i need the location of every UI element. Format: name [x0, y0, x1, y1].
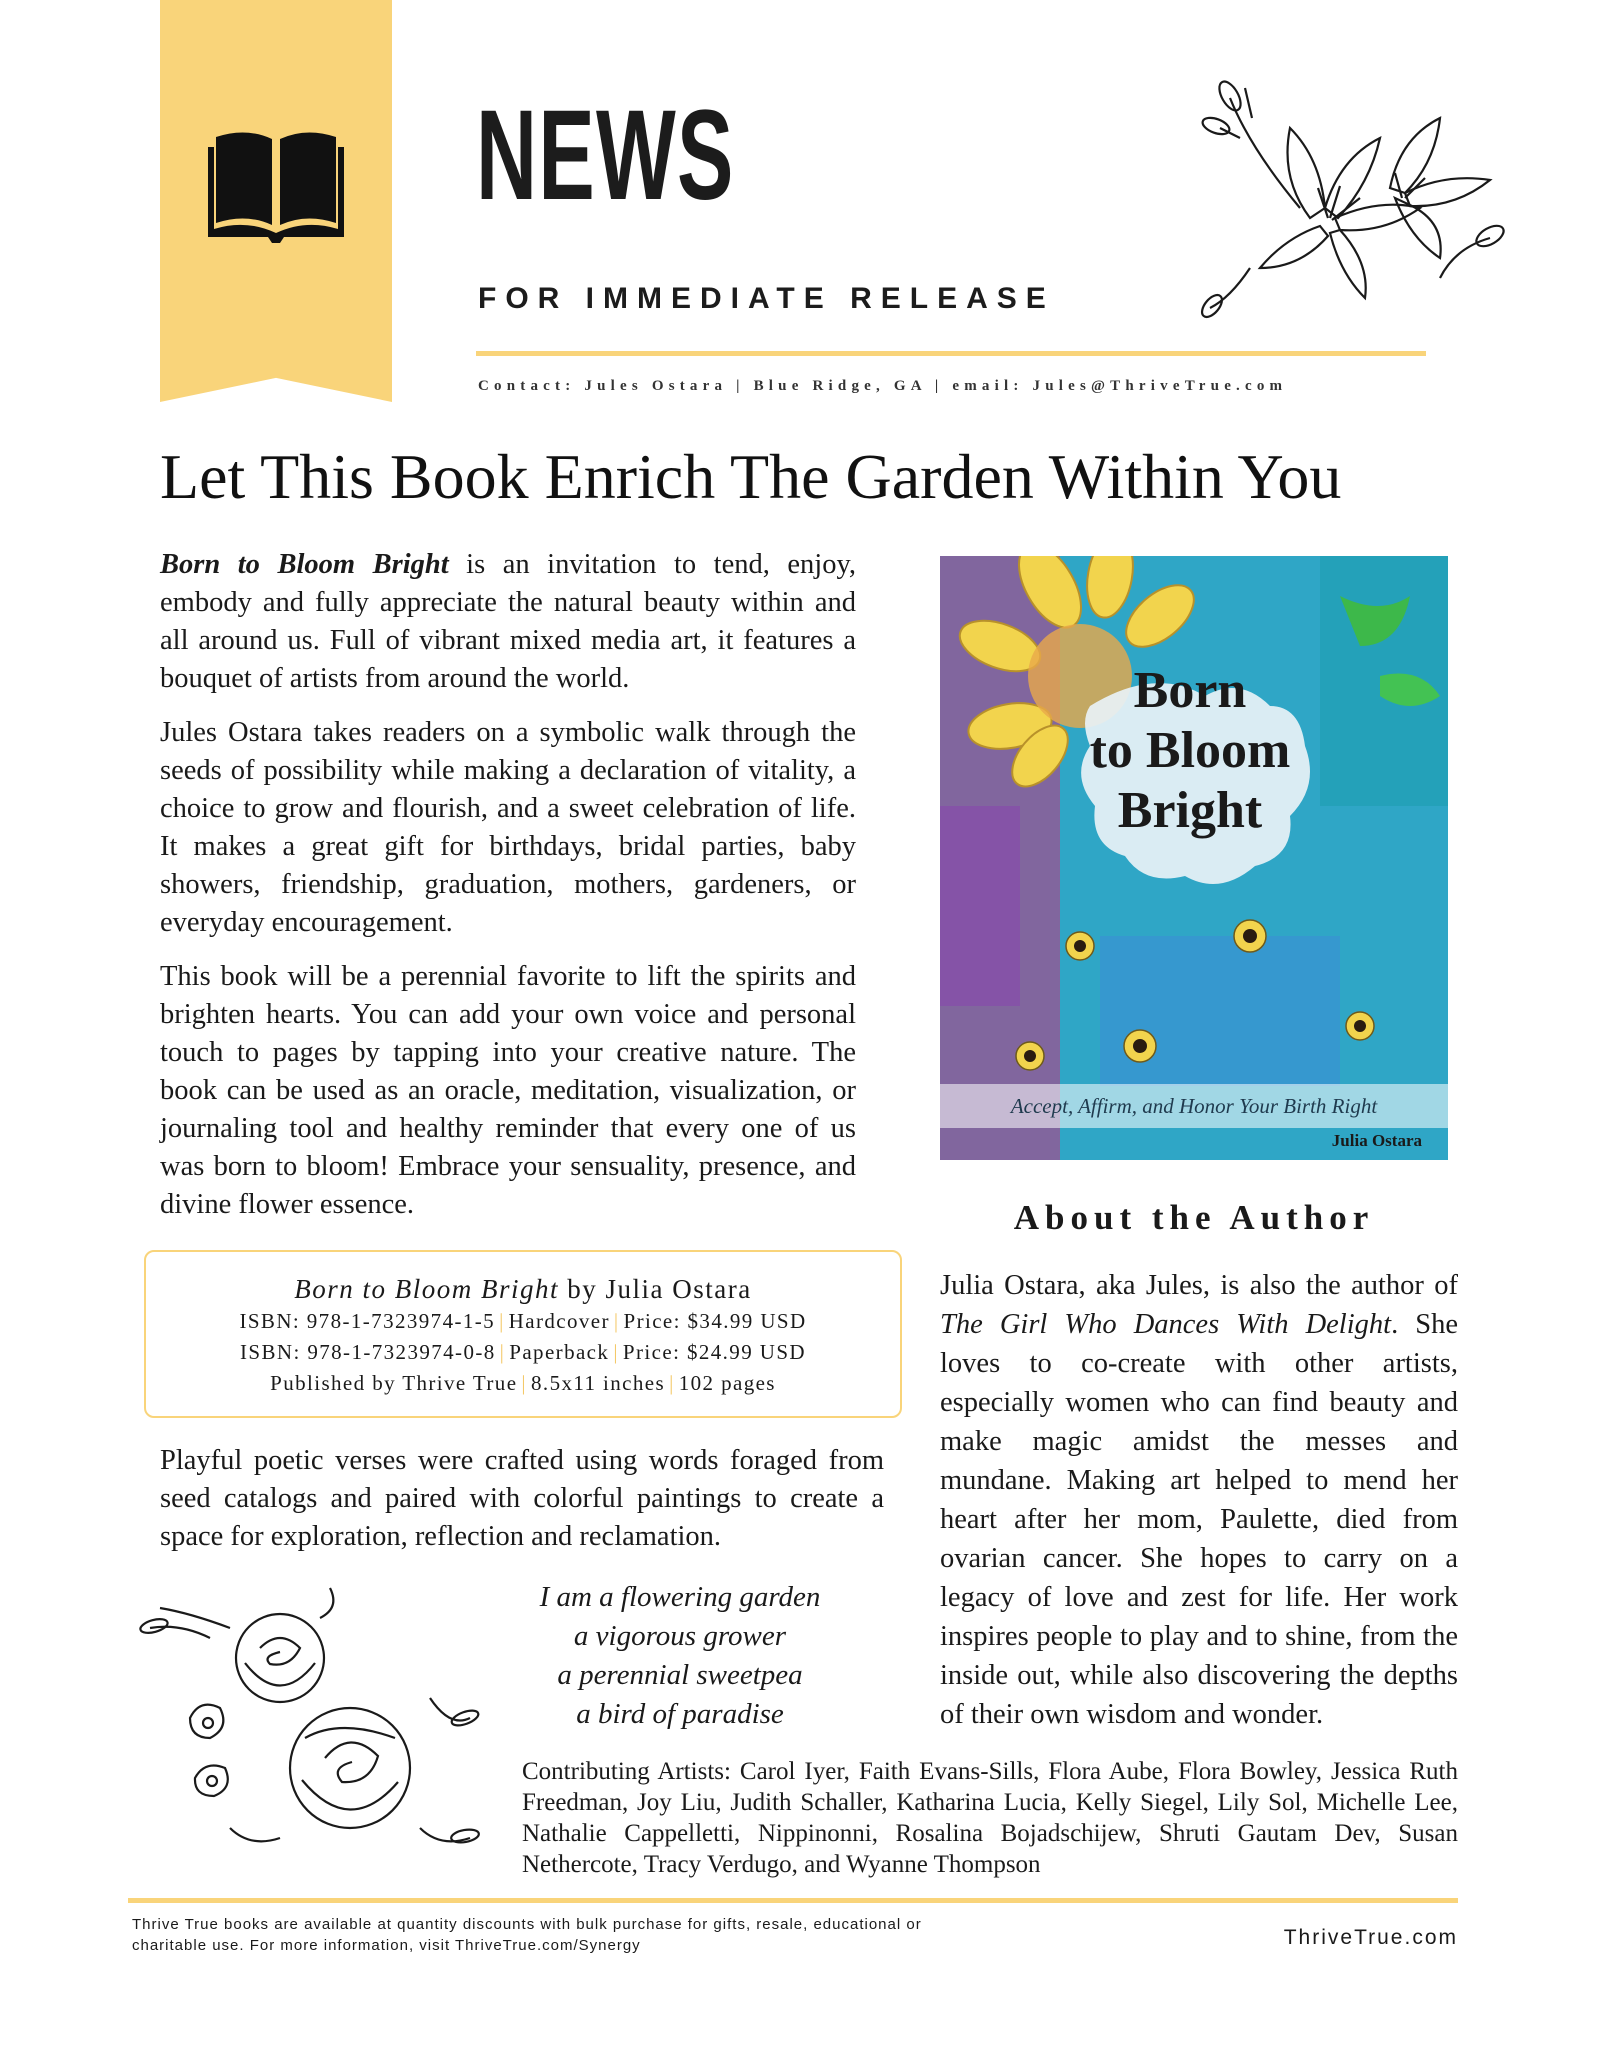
news-title: NEWS [476, 84, 735, 227]
cover-title-line: Bright [1117, 782, 1263, 839]
header-divider [476, 351, 1426, 356]
footer-divider [128, 1898, 1458, 1903]
other-book-title: The Girl Who Dances With Delight [940, 1309, 1392, 1340]
info-author: by Julia Ostara [559, 1274, 752, 1304]
poem-line: a bird of paradise [576, 1698, 784, 1730]
intro-column [160, 546, 856, 1240]
footer-note: Thrive True books are available at quantity discounts with bulk purchase for gifts, resale, educational or charitable use. For more information, visit ThriveTrue.com/Synergy [132, 1916, 922, 1954]
separator: | [499, 1340, 506, 1364]
cover-tagline: Accept, Affirm, and Honor Your Birth Right [940, 1084, 1448, 1128]
footer-website-link[interactable]: ThriveTrue.com [1283, 1926, 1458, 1949]
hardcover-format: Hardcover [508, 1309, 610, 1333]
separator: | [521, 1371, 528, 1395]
cover-title [1060, 661, 1320, 841]
info-book-title: Born to Bloom Bright [294, 1274, 560, 1304]
cover-title-line: to Bloom [1089, 722, 1291, 779]
poem-line: I am a flowering garden [539, 1581, 821, 1613]
paperback-line [146, 1337, 900, 1368]
open-book-icon [206, 125, 346, 245]
publisher-name: Published by Thrive True [270, 1371, 518, 1395]
page-count: 102 pages [678, 1371, 776, 1395]
cover-title-line: Born [1133, 662, 1247, 719]
hardcover-line [146, 1306, 900, 1337]
intro-paragraph-2: Jules Ostara takes readers on a symbolic walk through the seeds of possibility while making a declaration of vitality, a choice to grow and flourish, and a sweet celebration of life. It makes a great gift for birthdays, bridal parties, baby showers, friendship, graduation, mothers, gardeners, or everyday encouragement. [160, 717, 856, 938]
contact-line: Contact: Jules Ostara | Blue Ridge, GA | email: Jules@ThriveTrue.com [478, 378, 1288, 394]
intro-paragraph-1-text: is an invitation to tend, enjoy, embody and fully appreciate the natural beauty within and all around us. Full of vibrant mixed media art, it features a bouquet of artists from around the world. [160, 549, 856, 694]
poem [500, 1578, 860, 1734]
paperback-isbn: ISBN: 978-1-7323974-0-8 [240, 1340, 496, 1364]
book-info-box [144, 1250, 902, 1418]
book-cover-image [940, 556, 1448, 1160]
about-text-start: Julia Ostara, aka Jules, is also the author of [940, 1270, 1458, 1301]
paperback-price: Price: $24.99 USD [622, 1340, 806, 1364]
release-subtitle: FOR IMMEDIATE RELEASE [478, 282, 1055, 315]
cover-author: Julia Ostara [1331, 1131, 1422, 1150]
book-title-emphasis: Born to Bloom Bright [160, 549, 449, 580]
rose-illustration [130, 1568, 490, 1868]
cover-artwork [940, 556, 1448, 1160]
poem-line: a perennial sweetpea [557, 1659, 803, 1691]
hardcover-price: Price: $34.99 USD [623, 1309, 807, 1333]
separator: | [499, 1309, 505, 1333]
intro-paragraph-3: This book will be a perennial favorite to lift the spirits and brighten hearts. You can add your own voice and personal touch to pages by tapping into your creative nature. The book can be used as an oracle, meditation, visualization, or journaling tool and healthy reminder that every one of us was born to bloom! Embrace your sensuality, presence, and divine flower essence. [160, 961, 856, 1220]
about-text-end: . She loves to co-create with other artists, especially women who can find beauty and make magic amidst the messes and mundane. Making art helped to mend her heart after her mom, Paulette, died from ovarian cancer. She hopes to carry on a legacy of love and zest for life. Her work inspires people to play and to shine, from the inside out, while also discovering the depths of their own wisdom and wonder. [940, 1309, 1459, 1730]
closing-paragraph: Playful poetic verses were crafted using words foraged from seed catalogs and paired with colorful paintings to create a space for exploration, reflection and reclamation. [160, 1445, 884, 1552]
paperback-format: Paperback [509, 1340, 610, 1364]
intro-paragraph-1 [160, 546, 856, 698]
header-ribbon [160, 0, 392, 402]
hardcover-isbn: ISBN: 978-1-7323974-1-5 [239, 1309, 496, 1333]
headline: Let This Book Enrich The Garden Within You [160, 441, 1342, 512]
poem-line: a vigorous grower [573, 1620, 787, 1652]
lily-illustration [1190, 68, 1520, 328]
separator: | [669, 1371, 675, 1395]
book-size: 8.5x11 inches [531, 1371, 666, 1395]
about-heading: About the Author [1013, 1198, 1375, 1237]
separator: | [613, 1340, 619, 1364]
contributing-artists: Contributing Artists: Carol Iyer, Faith Evans-Sills, Flora Aube, Flora Bowley, Jessica Ruth Freedman, Joy Liu, Judith Schaller, Katharina Lucia, Kelly Siegel, Lily Sol, Michelle Lee, Nathalie Cappelletti, Nippinonni, Rosalina Bojadschijew, Shruti Gautam Dev, Susan Nethercote, Tracy Verdugo, and Wyanne Thompson [522, 1758, 1458, 1878]
separator: | [613, 1309, 620, 1333]
info-title-line [146, 1272, 900, 1306]
about-text [940, 1266, 1458, 1734]
publisher-line [146, 1368, 900, 1399]
